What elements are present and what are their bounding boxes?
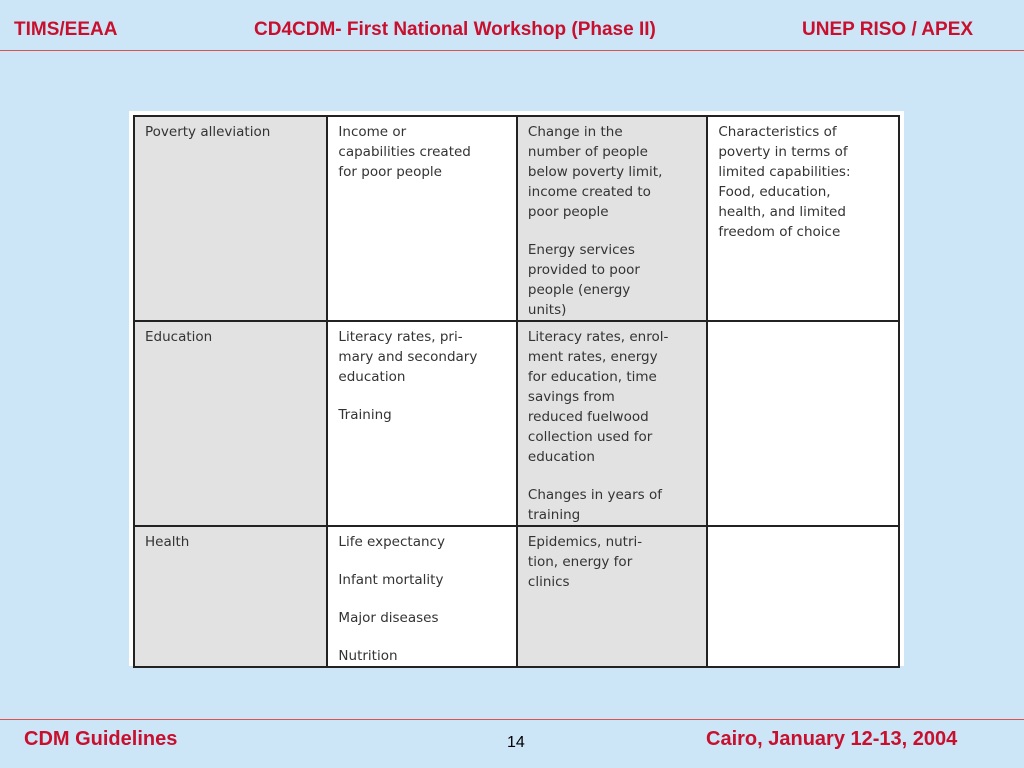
cell-text: Major diseases <box>338 610 439 626</box>
indicator-table-image <box>129 111 904 666</box>
table-cell <box>517 116 707 321</box>
cell-text: Energy services provided to poor people (energy units) <box>527 242 640 318</box>
row-category-cell <box>134 116 327 321</box>
cell-text: Nutrition <box>338 648 398 664</box>
table-cell-empty <box>707 526 899 667</box>
table-cell <box>327 116 516 321</box>
cell-text: Literacy rates, pri- mary and secondary education <box>338 329 478 385</box>
cell-text: Income or capabilities created for poor people <box>338 124 471 180</box>
footer-left: CDM Guidelines <box>24 728 178 750</box>
table-cell <box>327 526 516 667</box>
cell-text: Training <box>338 407 392 423</box>
header-left: TIMS/EEAA <box>14 19 118 40</box>
cell-text: Infant mortality <box>338 572 444 588</box>
table-cell-empty <box>707 321 899 526</box>
row-category-cell <box>134 321 327 526</box>
table-cell <box>327 321 516 526</box>
table-row <box>134 526 899 667</box>
cell-text: Life expectancy <box>338 534 445 550</box>
slide-header <box>0 0 1024 55</box>
row-category: Education <box>145 329 213 345</box>
page-number: 14 <box>507 734 525 751</box>
cell-text: Epidemics, nutri- tion, energy for clinics <box>527 534 643 590</box>
footer-right: Cairo, January 12-13, 2004 <box>706 728 958 750</box>
table-row <box>134 116 899 321</box>
table-cell <box>707 116 899 321</box>
slide-footer <box>0 720 1024 768</box>
cell-text: Changes in years of training <box>527 487 662 523</box>
cell-text: Change in the number of people below poverty limit, income created to poor people <box>527 124 663 220</box>
row-category: Poverty alleviation <box>145 124 271 140</box>
header-divider <box>0 50 1024 51</box>
table-cell <box>517 321 707 526</box>
table-cell <box>517 526 707 667</box>
header-right: UNEP RISO / APEX <box>802 19 974 40</box>
indicator-table <box>133 115 900 668</box>
row-category: Health <box>145 534 190 550</box>
header-title: CD4CDM- First National Workshop (Phase II) <box>254 19 656 40</box>
cell-text: Characteristics of poverty in terms of limited capabilities: Food, education, health, and limited freedom of choice <box>718 124 851 240</box>
cell-text: Literacy rates, enrol- ment rates, energy for education, time savings from reduced fuelwood collection used for education <box>527 329 669 465</box>
row-category-cell <box>134 526 327 667</box>
table-row <box>134 321 899 526</box>
